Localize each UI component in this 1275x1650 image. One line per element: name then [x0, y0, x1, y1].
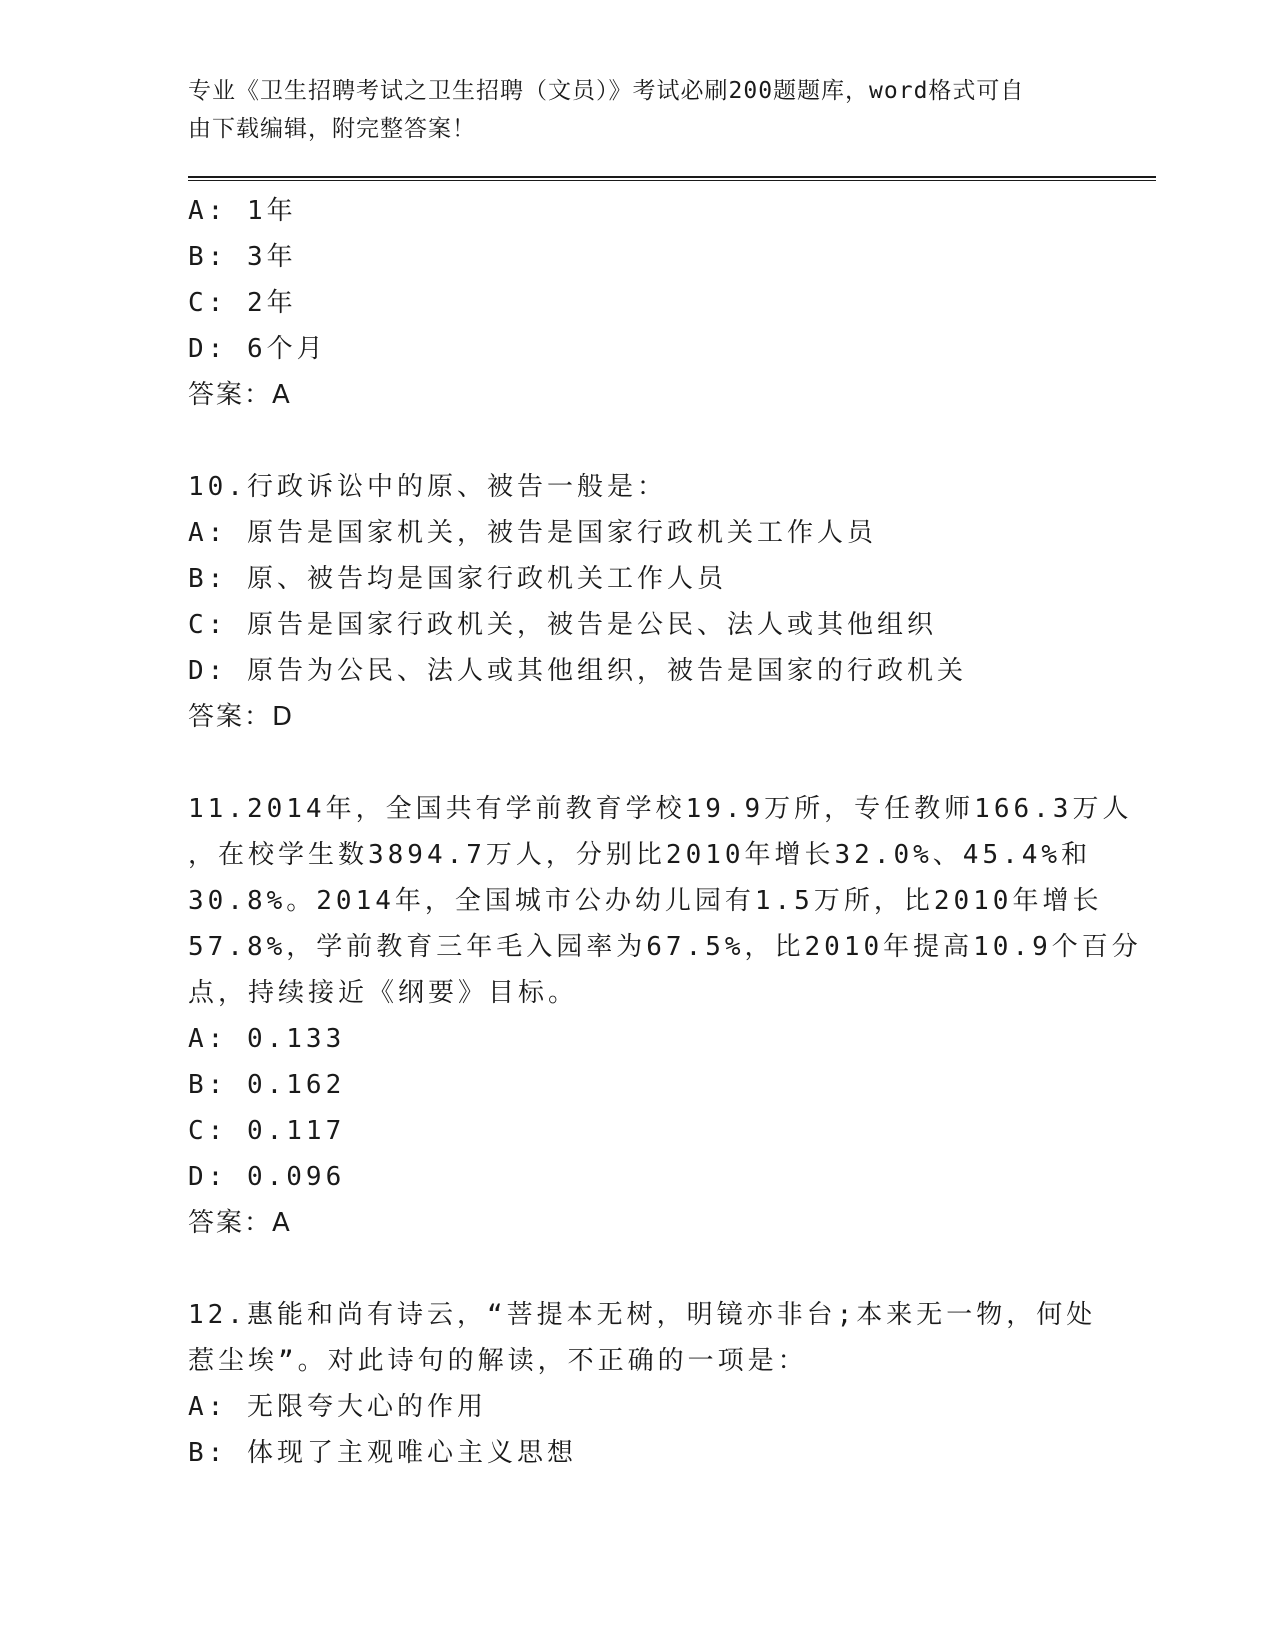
question-text-line: ，在校学生数3894.7万人，分别比2010年增长32.0%、45.4%和 — [188, 840, 1092, 870]
answer-line: 答案：A — [188, 1208, 292, 1238]
option-d: D: 0.096 — [188, 1162, 346, 1192]
question-text-line: 30.8%。2014年，全国城市公办幼儿园有1.5万所，比2010年增长 — [188, 886, 1103, 916]
question-block-12 — [188, 1292, 1097, 1476]
question-text-line: 12.惠能和尚有诗云，“菩提本无树，明镜亦非台;本来无一物，何处 — [188, 1300, 1097, 1330]
option-b: B: 体现了主观唯心主义思想 — [188, 1438, 577, 1468]
question-text: 10.行政诉讼中的原、被告一般是： — [188, 472, 667, 502]
document-header — [188, 72, 1068, 148]
question-list — [188, 188, 1142, 1476]
answer-line: 答案：A — [188, 380, 292, 410]
question-block-10 — [188, 464, 1068, 740]
question-text-line: 57.8%，学前教育三年毛入园率为67.5%，比2010年提高10.9个百分 — [188, 932, 1142, 962]
question-block-previous — [188, 188, 1068, 418]
option-d: D: 原告为公民、法人或其他组织，被告是国家的行政机关 — [188, 656, 967, 686]
option-a: A: 无限夸大心的作用 — [188, 1392, 487, 1422]
question-text-line: 惹尘埃”。对此诗句的解读，不正确的一项是： — [188, 1346, 808, 1376]
option-c: C: 原告是国家行政机关，被告是公民、法人或其他组织 — [188, 610, 937, 640]
header-divider — [188, 176, 1156, 181]
question-text-line: 点，持续接近《纲要》目标。 — [188, 978, 579, 1008]
option-c: C: 0.117 — [188, 1116, 346, 1146]
option-d: D: 6个月 — [188, 334, 327, 364]
option-b: B: 原、被告均是国家行政机关工作人员 — [188, 564, 727, 594]
option-a: A: 1年 — [188, 196, 297, 226]
option-a: A: 原告是国家机关，被告是国家行政机关工作人员 — [188, 518, 877, 548]
header-line-2: 由下载编辑，附完整答案！ — [188, 116, 476, 142]
question-block-11 — [188, 786, 1142, 1246]
question-text-line: 11.2014年，全国共有学前教育学校19.9万所，专任教师166.3万人 — [188, 794, 1133, 824]
header-line-1: 专业《卫生招聘考试之卫生招聘（文员）》考试必刷200题题库，word格式可自 — [188, 78, 1025, 104]
option-b: B: 3年 — [188, 242, 297, 272]
option-a: A: 0.133 — [188, 1024, 346, 1054]
option-b: B: 0.162 — [188, 1070, 346, 1100]
answer-line: 答案：D — [188, 702, 295, 732]
option-c: C: 2年 — [188, 288, 297, 318]
